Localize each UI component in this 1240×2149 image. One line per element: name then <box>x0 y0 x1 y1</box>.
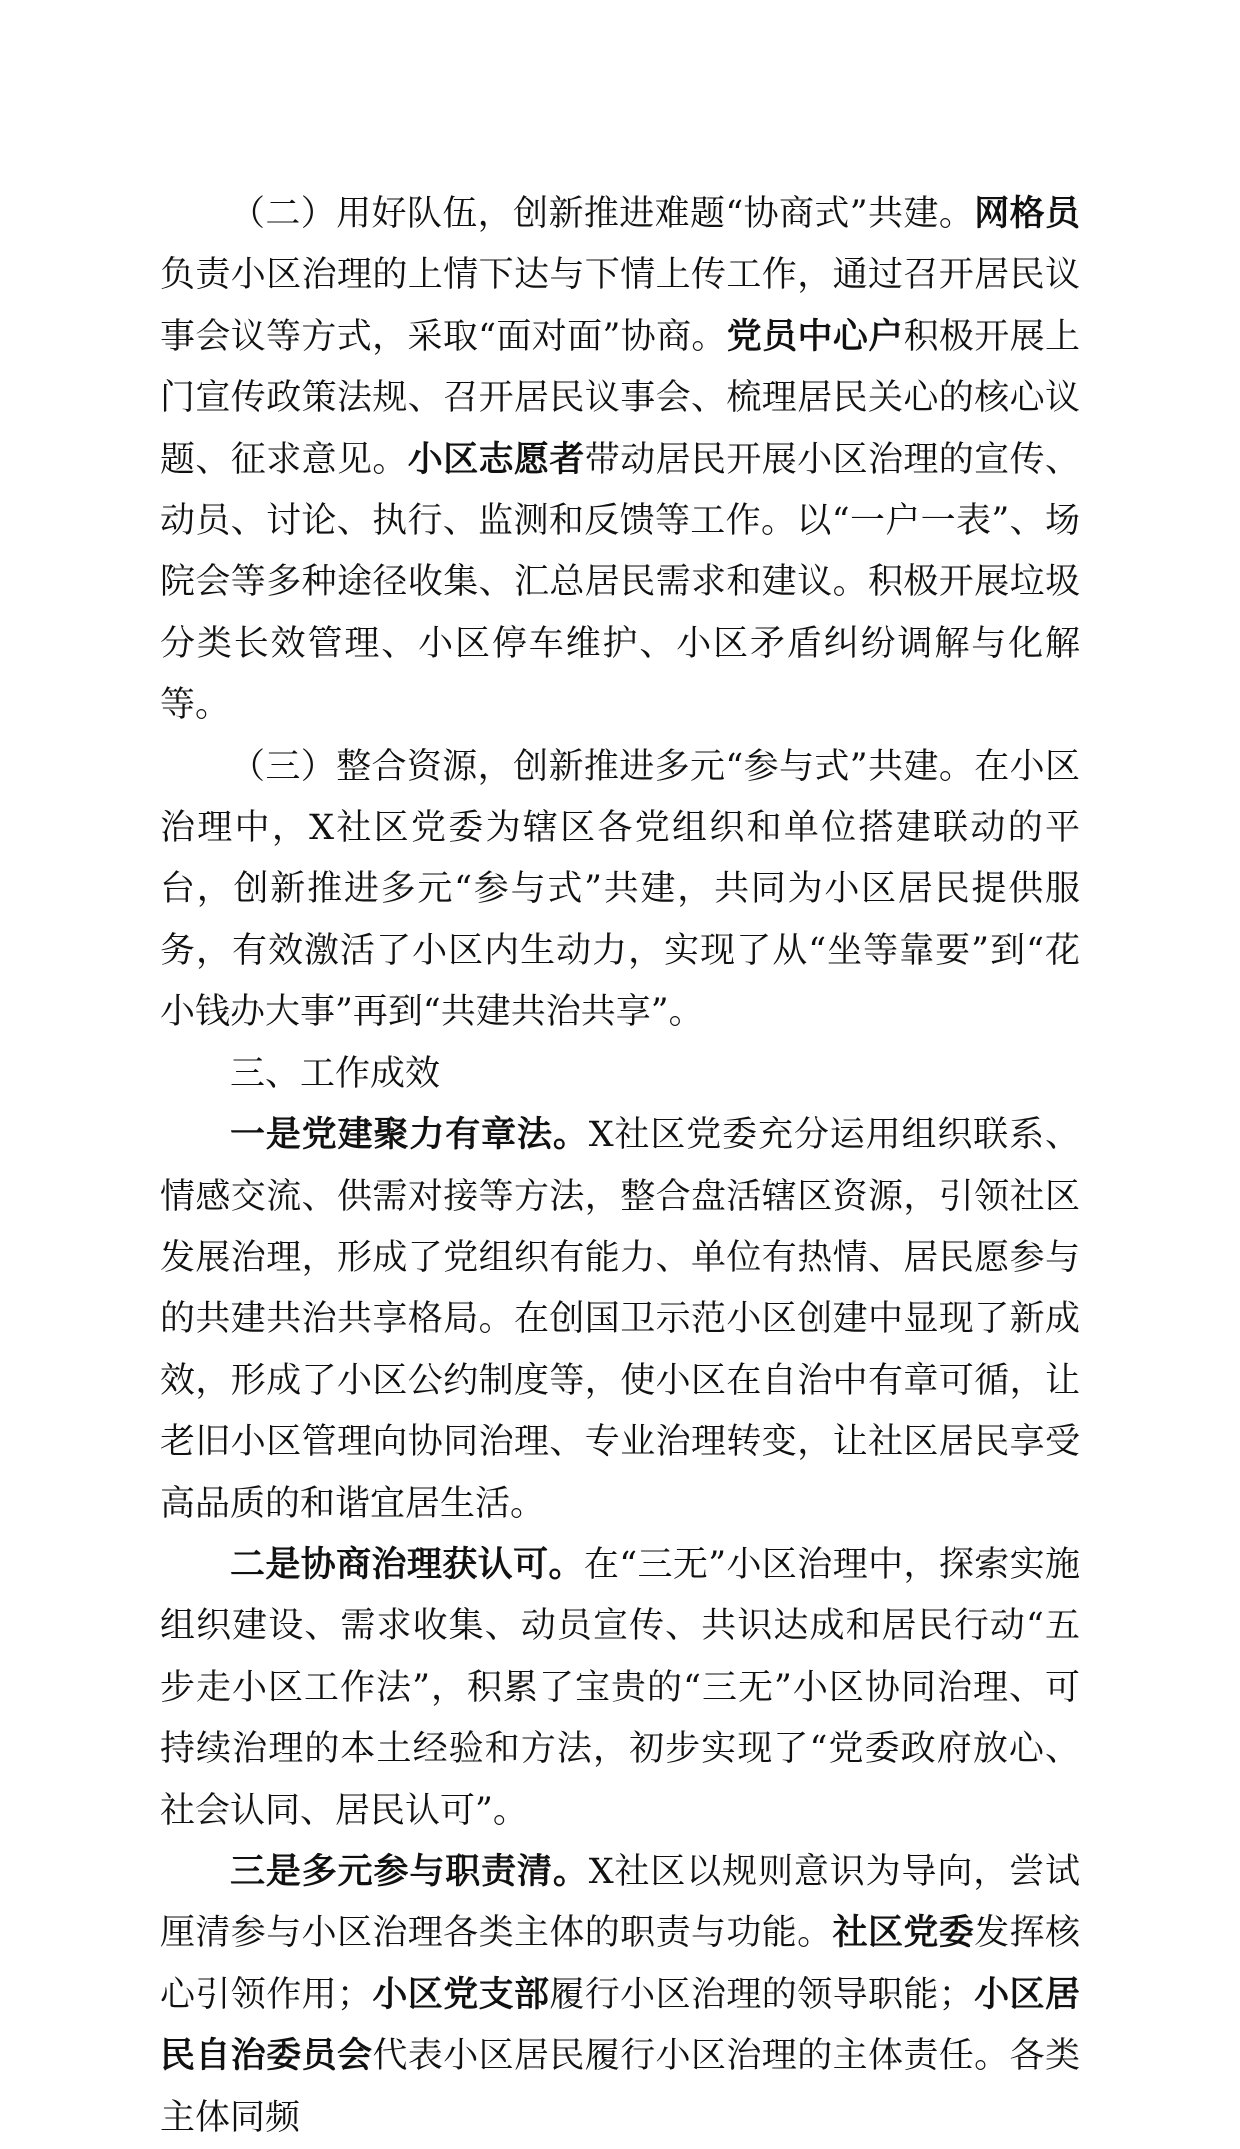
paragraph-result-three <box>160 1842 1080 2149</box>
paragraph-body-text: 积极开展上门宣传政策法规、召开居民议事会、梳理居民关心的核心议题、征求意见。 <box>160 316 1080 480</box>
paragraph-body-text: 在小区治理中，X社区党委为辖区各党组织和单位搭建联动的平台，创新推进多元“参与式”共建，共同为小区居民提供服务，有效激活了小区内生动力，实现了从“坐等靠要”到“花小钱办大事”再到“共建共治共享”。 <box>160 746 1080 1033</box>
bold-lead-result-two: 二是协商治理获认可。 <box>230 1544 584 1585</box>
paragraph-result-two <box>160 1535 1080 1842</box>
paragraph-body-text: 负责小区治理的上情下达与下情上传工作，通过召开居民议事会议等方式，采取“面对面”协商。 <box>160 255 1080 357</box>
paragraph-lead-text: （二）用好队伍，创新推进难题“协商式”共建。 <box>230 194 975 234</box>
bold-term-party-household: 党员中心户 <box>726 316 904 357</box>
bold-term-volunteers: 小区志愿者 <box>407 439 585 480</box>
bold-lead-result-one: 一是党建聚力有章法。 <box>230 1115 589 1156</box>
section-heading: 三、工作成效 <box>230 1053 441 1094</box>
paragraph-body-text: 带动居民开展小区治理的宣传、动员、讨论、执行、监测和反馈等工作。以“一户一表”、场院会等多种途径收集、汇总居民需求和建议。积极开展垃圾分类长效管理、小区停车维护、小区矛盾纠纷调解与化解等。 <box>160 439 1080 726</box>
bold-lead-result-three: 三是多元参与职责清。 <box>230 1851 589 1892</box>
paragraph-body-text: 代表小区居民履行小区治理的主体责任。各类主体同频 <box>160 2036 1080 2138</box>
paragraph-participation <box>160 737 1080 1044</box>
bold-term-community-party-committee: 社区党委 <box>832 1913 975 1954</box>
bold-term-party-branch: 小区党支部 <box>372 1974 550 2015</box>
paragraph-body-text: X社区党委充分运用组织联系、情感交流、供需对接等方法，整合盘活辖区资源，引领社区发展治理，形成了党组织有能力、单位有热情、居民愿参与的共建共治共享格局。在创国卫示范小区创建中显现了新成效，形成了小区公约制度等，使小区在自治中有章可循，让老旧小区管理向协同治理、专业治理转变，让社区居民享受高品质的和谐宜居生活。 <box>160 1115 1080 1524</box>
paragraph-result-one <box>160 1105 1080 1535</box>
paragraph-lead-text: （三）整合资源，创新推进多元“参与式”共建。 <box>230 746 975 787</box>
document-page <box>160 184 1080 2149</box>
bold-term-grid-worker: 网格员 <box>974 194 1080 234</box>
bold-term-residents-committee: 小区居民自治委员会 <box>160 1974 1080 2077</box>
paragraph-coordination <box>160 184 1080 737</box>
paragraph-body-text: 履行小区治理的领导职能； <box>549 1974 974 2015</box>
paragraph-body-text: X社区以规则意识为导向，尝试厘清参与小区治理各类主体的职责与功能。 <box>160 1851 1080 1954</box>
paragraph-body-text: 发挥核心引领作用； <box>160 1913 1080 2015</box>
paragraph-body-text: 在“三无”小区治理中，探索实施组织建设、需求收集、动员宣传、共识达成和居民行动“五步走小区工作法”，积累了宝贵的“三无”小区协同治理、可持续治理的本土经验和方法，初步实现了“党委政府放心、社会认同、居民认可”。 <box>160 1544 1080 1831</box>
